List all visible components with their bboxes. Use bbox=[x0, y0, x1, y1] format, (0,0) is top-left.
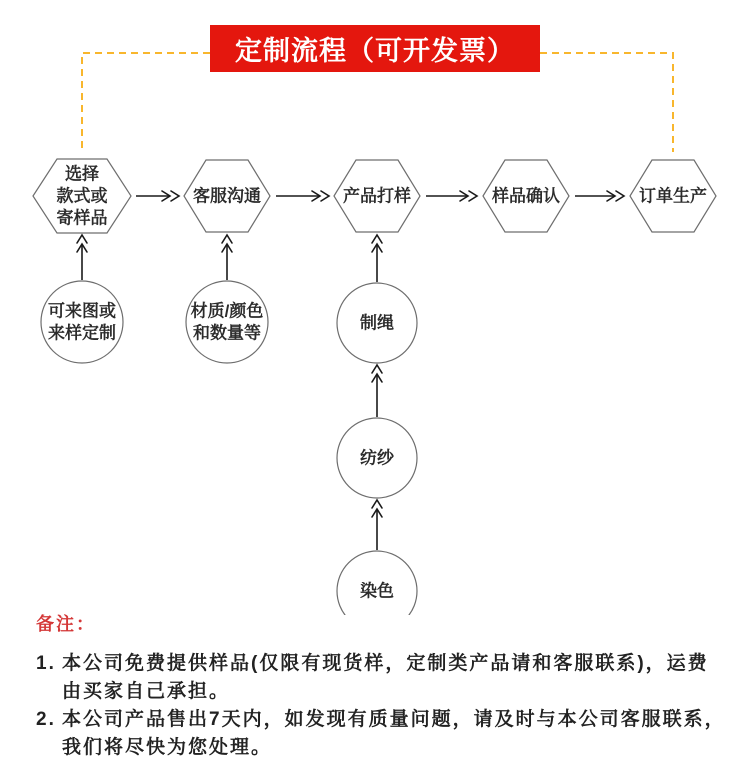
arrow-material-to-service bbox=[222, 235, 232, 280]
hexagon-product-sampling-label: 产品打样 bbox=[343, 186, 411, 206]
arrow-service-to-sampling bbox=[276, 191, 329, 201]
arrow-select-to-service bbox=[136, 191, 179, 201]
note-1-line-1: 本公司免费提供样品(仅限有现货样，定制类产品请和客服联系)，运费 bbox=[62, 653, 709, 674]
hexagon-order-production-label: 订单生产 bbox=[639, 186, 707, 206]
hexagon-select-style-line3: 寄样品 bbox=[56, 208, 108, 228]
arrow-spinning-to-rope bbox=[372, 365, 382, 417]
circle-material-line1: 材质/颜色 bbox=[190, 301, 264, 321]
notes-heading: 备注： bbox=[36, 614, 96, 634]
note-2-text bbox=[62, 706, 736, 762]
arrow-dyeing-to-spinning bbox=[372, 500, 382, 550]
arrow-confirmation-to-production bbox=[575, 191, 624, 201]
page-title: 定制流程（可开发票） bbox=[235, 36, 515, 66]
arrow-artwork-to-select bbox=[77, 235, 87, 280]
circle-supply-artwork-line2: 来样定制 bbox=[48, 323, 116, 343]
circle-supply-artwork-line1: 可来图或 bbox=[48, 301, 116, 321]
arrow-sampling-to-confirmation bbox=[426, 191, 477, 201]
notes-section bbox=[36, 610, 736, 762]
note-1-line-2: 由买家自己承担。 bbox=[62, 681, 231, 702]
title-banner bbox=[210, 25, 540, 72]
note-2-line-2: 我们将尽快为您处理。 bbox=[62, 737, 273, 758]
note-1-number: 1. bbox=[36, 653, 56, 674]
dashed-connector-left bbox=[82, 53, 210, 152]
circle-material-color-quantity bbox=[186, 281, 268, 363]
circle-dyeing-label: 染色 bbox=[360, 581, 394, 601]
hexagon-select-style-line2: 款式或 bbox=[56, 186, 108, 206]
circle-material-line2: 和数量等 bbox=[193, 323, 261, 343]
note-item-2 bbox=[36, 706, 736, 762]
note-1-text bbox=[62, 650, 736, 706]
note-2-line-1: 本公司产品售出7天内，如发现有质量问题，请及时与本公司客服联系， bbox=[62, 709, 726, 730]
note-2-number: 2. bbox=[36, 709, 56, 730]
hexagon-customer-service-label: 客服沟通 bbox=[193, 186, 261, 206]
circle-supply-artwork bbox=[41, 281, 123, 363]
note-item-1 bbox=[36, 650, 736, 706]
dashed-connector-right bbox=[540, 53, 673, 152]
hexagon-select-style-line1: 选择 bbox=[65, 164, 99, 184]
arrow-rope-to-sampling bbox=[372, 235, 382, 282]
hexagon-sample-confirmation-label: 样品确认 bbox=[492, 186, 560, 206]
circle-rope-making-label: 制绳 bbox=[360, 313, 394, 333]
circle-spinning-label: 纺纱 bbox=[360, 448, 394, 468]
